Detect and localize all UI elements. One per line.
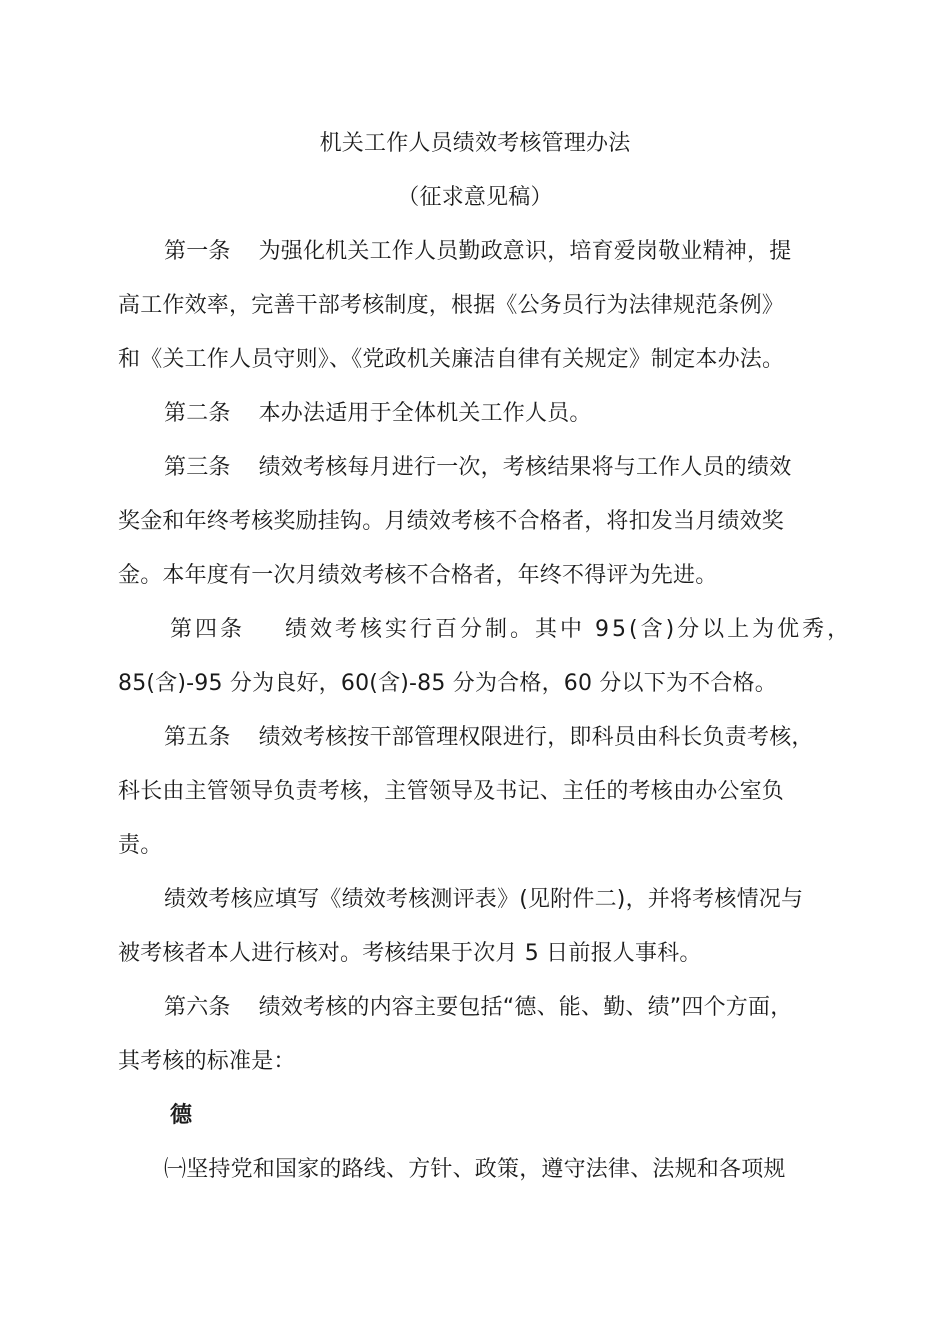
article-3-label: 第三条 — [164, 455, 231, 480]
article-1-label: 第一条 — [164, 239, 231, 264]
article-1-line-1 — [164, 237, 834, 267]
document-title: 机关工作人员绩效考核管理办法 — [319, 131, 631, 156]
article-4-line-2: 85(含)-95 分为良好，60(含)-85 分为合格，60 分以下为不合格。 — [118, 671, 777, 696]
article-2-text-1: 本办法适用于全体机关工作人员。 — [258, 401, 592, 426]
article-3-line-3: 金。本年度有一次月绩效考核不合格者，年终不得评为先进。 — [118, 563, 718, 588]
article-6-line-2: 其考核的标准是： — [118, 1049, 296, 1074]
article-2-line-1 — [164, 399, 834, 429]
section-heading-de: 德 — [170, 1103, 193, 1128]
article-1-line-3: 和《关工作人员守则》、《党政机关廉洁自律有关规定》制定本办法。 — [118, 347, 785, 372]
article-6-label: 第六条 — [164, 995, 231, 1020]
article-5-line-2: 科长由主管领导负责考核，主管领导及书记、主任的考核由办公室负 — [118, 779, 785, 804]
form-paragraph-line-2: 被考核者本人进行核对。考核结果于次月 5 日前报人事科。 — [118, 941, 702, 966]
article-4-label: 第四条 — [170, 617, 246, 642]
article-5-line-3: 责。 — [118, 833, 163, 858]
article-4-text-1: 绩效考核实行百分制。其中 95(含)分以上为优秀， — [285, 617, 853, 642]
article-2-label: 第二条 — [164, 401, 231, 426]
article-3-line-1 — [164, 453, 834, 483]
article-3-text-1: 绩效考核每月进行一次，考核结果将与工作人员的绩效 — [258, 455, 792, 480]
article-5-text-1: 绩效考核按干部管理权限进行，即科员由科长负责考核， — [258, 725, 814, 750]
document-subtitle: （征求意见稿） — [397, 185, 553, 210]
article-4-line-1 — [170, 615, 853, 645]
article-5-label: 第五条 — [164, 725, 231, 750]
article-6-text-1: 绩效考核的内容主要包括“德、能、勤、绩”四个方面， — [258, 995, 793, 1020]
form-paragraph-line-1: 绩效考核应填写《绩效考核测评表》(见附件二)，并将考核情况与 — [164, 887, 804, 912]
article-1-line-2: 高工作效率，完善干部考核制度，根据《公务员行为法律规范条例》 — [118, 293, 785, 318]
article-5-line-1 — [164, 723, 834, 753]
article-1-text-1: 为强化机关工作人员勤政意识，培育爱岗敬业精神，提 — [258, 239, 792, 264]
article-3-line-2: 奖金和年终考核奖励挂钩。月绩效考核不合格者，将扣发当月绩效奖 — [118, 509, 785, 534]
article-6-line-1 — [164, 993, 834, 1023]
item-1-line-1: ㈠坚持党和国家的路线、方针、政策，遵守法律、法规和各项规 — [164, 1157, 786, 1182]
